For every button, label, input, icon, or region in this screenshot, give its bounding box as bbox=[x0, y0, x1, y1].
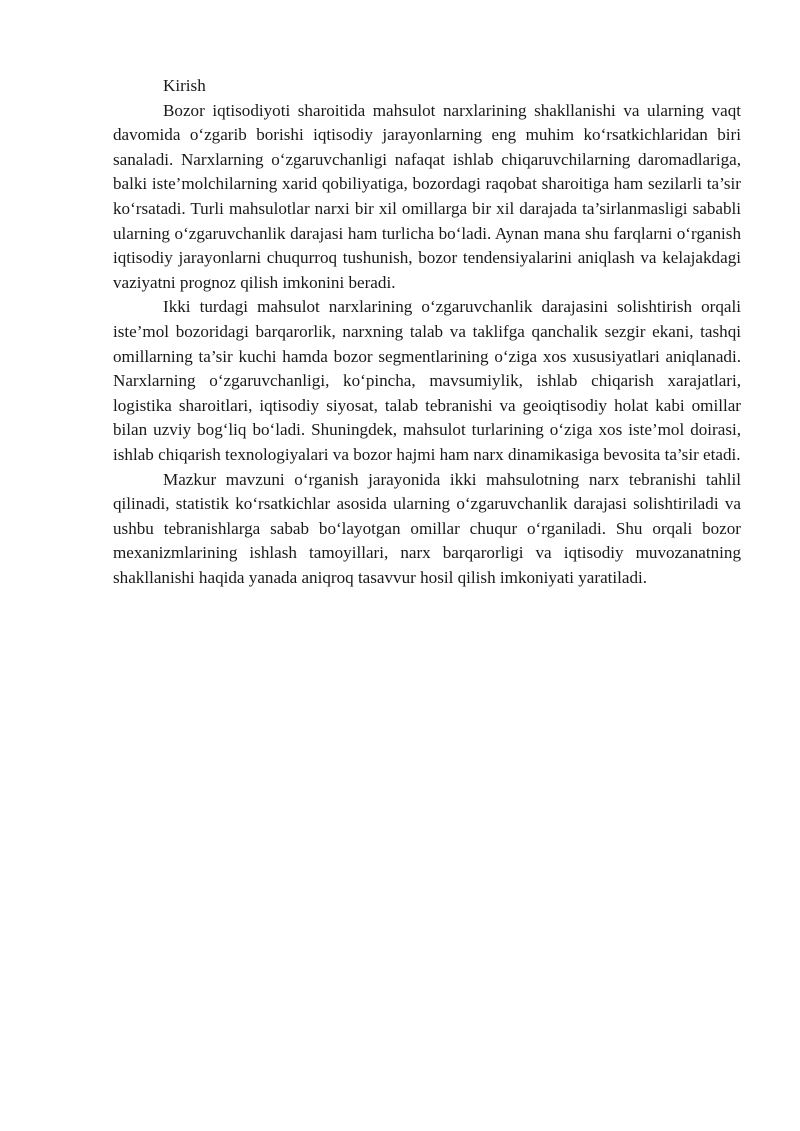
document-body bbox=[113, 74, 741, 590]
section-heading: Kirish bbox=[163, 76, 206, 95]
paragraph-2: Ikki turdagi mahsulot narxlarining o‘zgaruvchanlik darajasini solishtirish orqali iste’mol bozoridagi barqarorlik, narxning talab va taklifga qanchalik sezgir ekani, tashqi omillarning ta’sir kuchi hamda bozor segmentlarining o‘ziga xos xususiyatlari aniqlanadi. Narxlarning o‘zgaruvchanligi, ko‘pincha, mavsumiylik, ishlab chiqarish xarajatlari, logistika sharoitlari, iqtisodiy siyosat, talab tebranishi va geoiqtisodiy holat kabi omillar bilan uzviy bog‘liq bo‘ladi. Shuningdek, mahsulot turlarining o‘ziga xos iste’mol doirasi, ishlab chiqarish texnologiyalari va bozor hajmi ham narx dinamikasiga bevosita ta’sir etadi. bbox=[113, 297, 741, 464]
paragraph-1: Bozor iqtisodiyoti sharoitida mahsulot narxlarining shakllanishi va ularning vaqt davomida o‘zgarib borishi iqtisodiy jarayonlarning eng muhim ko‘rsatkichlaridan biri sanaladi. Narxlarning o‘zgaruvchanligi nafaqat ishlab chiqaruvchilarning daromadlariga, balki iste’molchilarning xarid qobiliyatiga, bozordagi raqobat sharoitiga ham sezilarli ta’sir ko‘rsatadi. Turli mahsulotlar narxi bir xil omillarga bir xil darajada ta’sirlanmasligi sababli ularning o‘zgaruvchanlik darajasi ham turlicha bo‘ladi. Aynan mana shu farqlarni o‘rganish iqtisodiy jarayonlarni chuqurroq tushunish, bozor tendensiyalarini aniqlash va kelajakdagi vaziyatni prognoz qilish imkonini beradi. bbox=[113, 100, 741, 292]
paragraph-3: Mazkur mavzuni o‘rganish jarayonida ikki mahsulotning narx tebranishi tahlil qilinadi, statistik ko‘rsatkichlar asosida ularning o‘zgaruvchanlik darajasi solishtiriladi va ushbu tebranishlarga sabab bo‘layotgan omillar chuqur o‘rganiladi. Shu orqali bozor mexanizmlarining ishlash tamoyillari, narx barqarorligi va iqtisodiy muvozanatning shakllanishi haqida yanada aniqroq tasavvur hosil qilish imkoniyati yaratiladi. bbox=[113, 469, 741, 587]
